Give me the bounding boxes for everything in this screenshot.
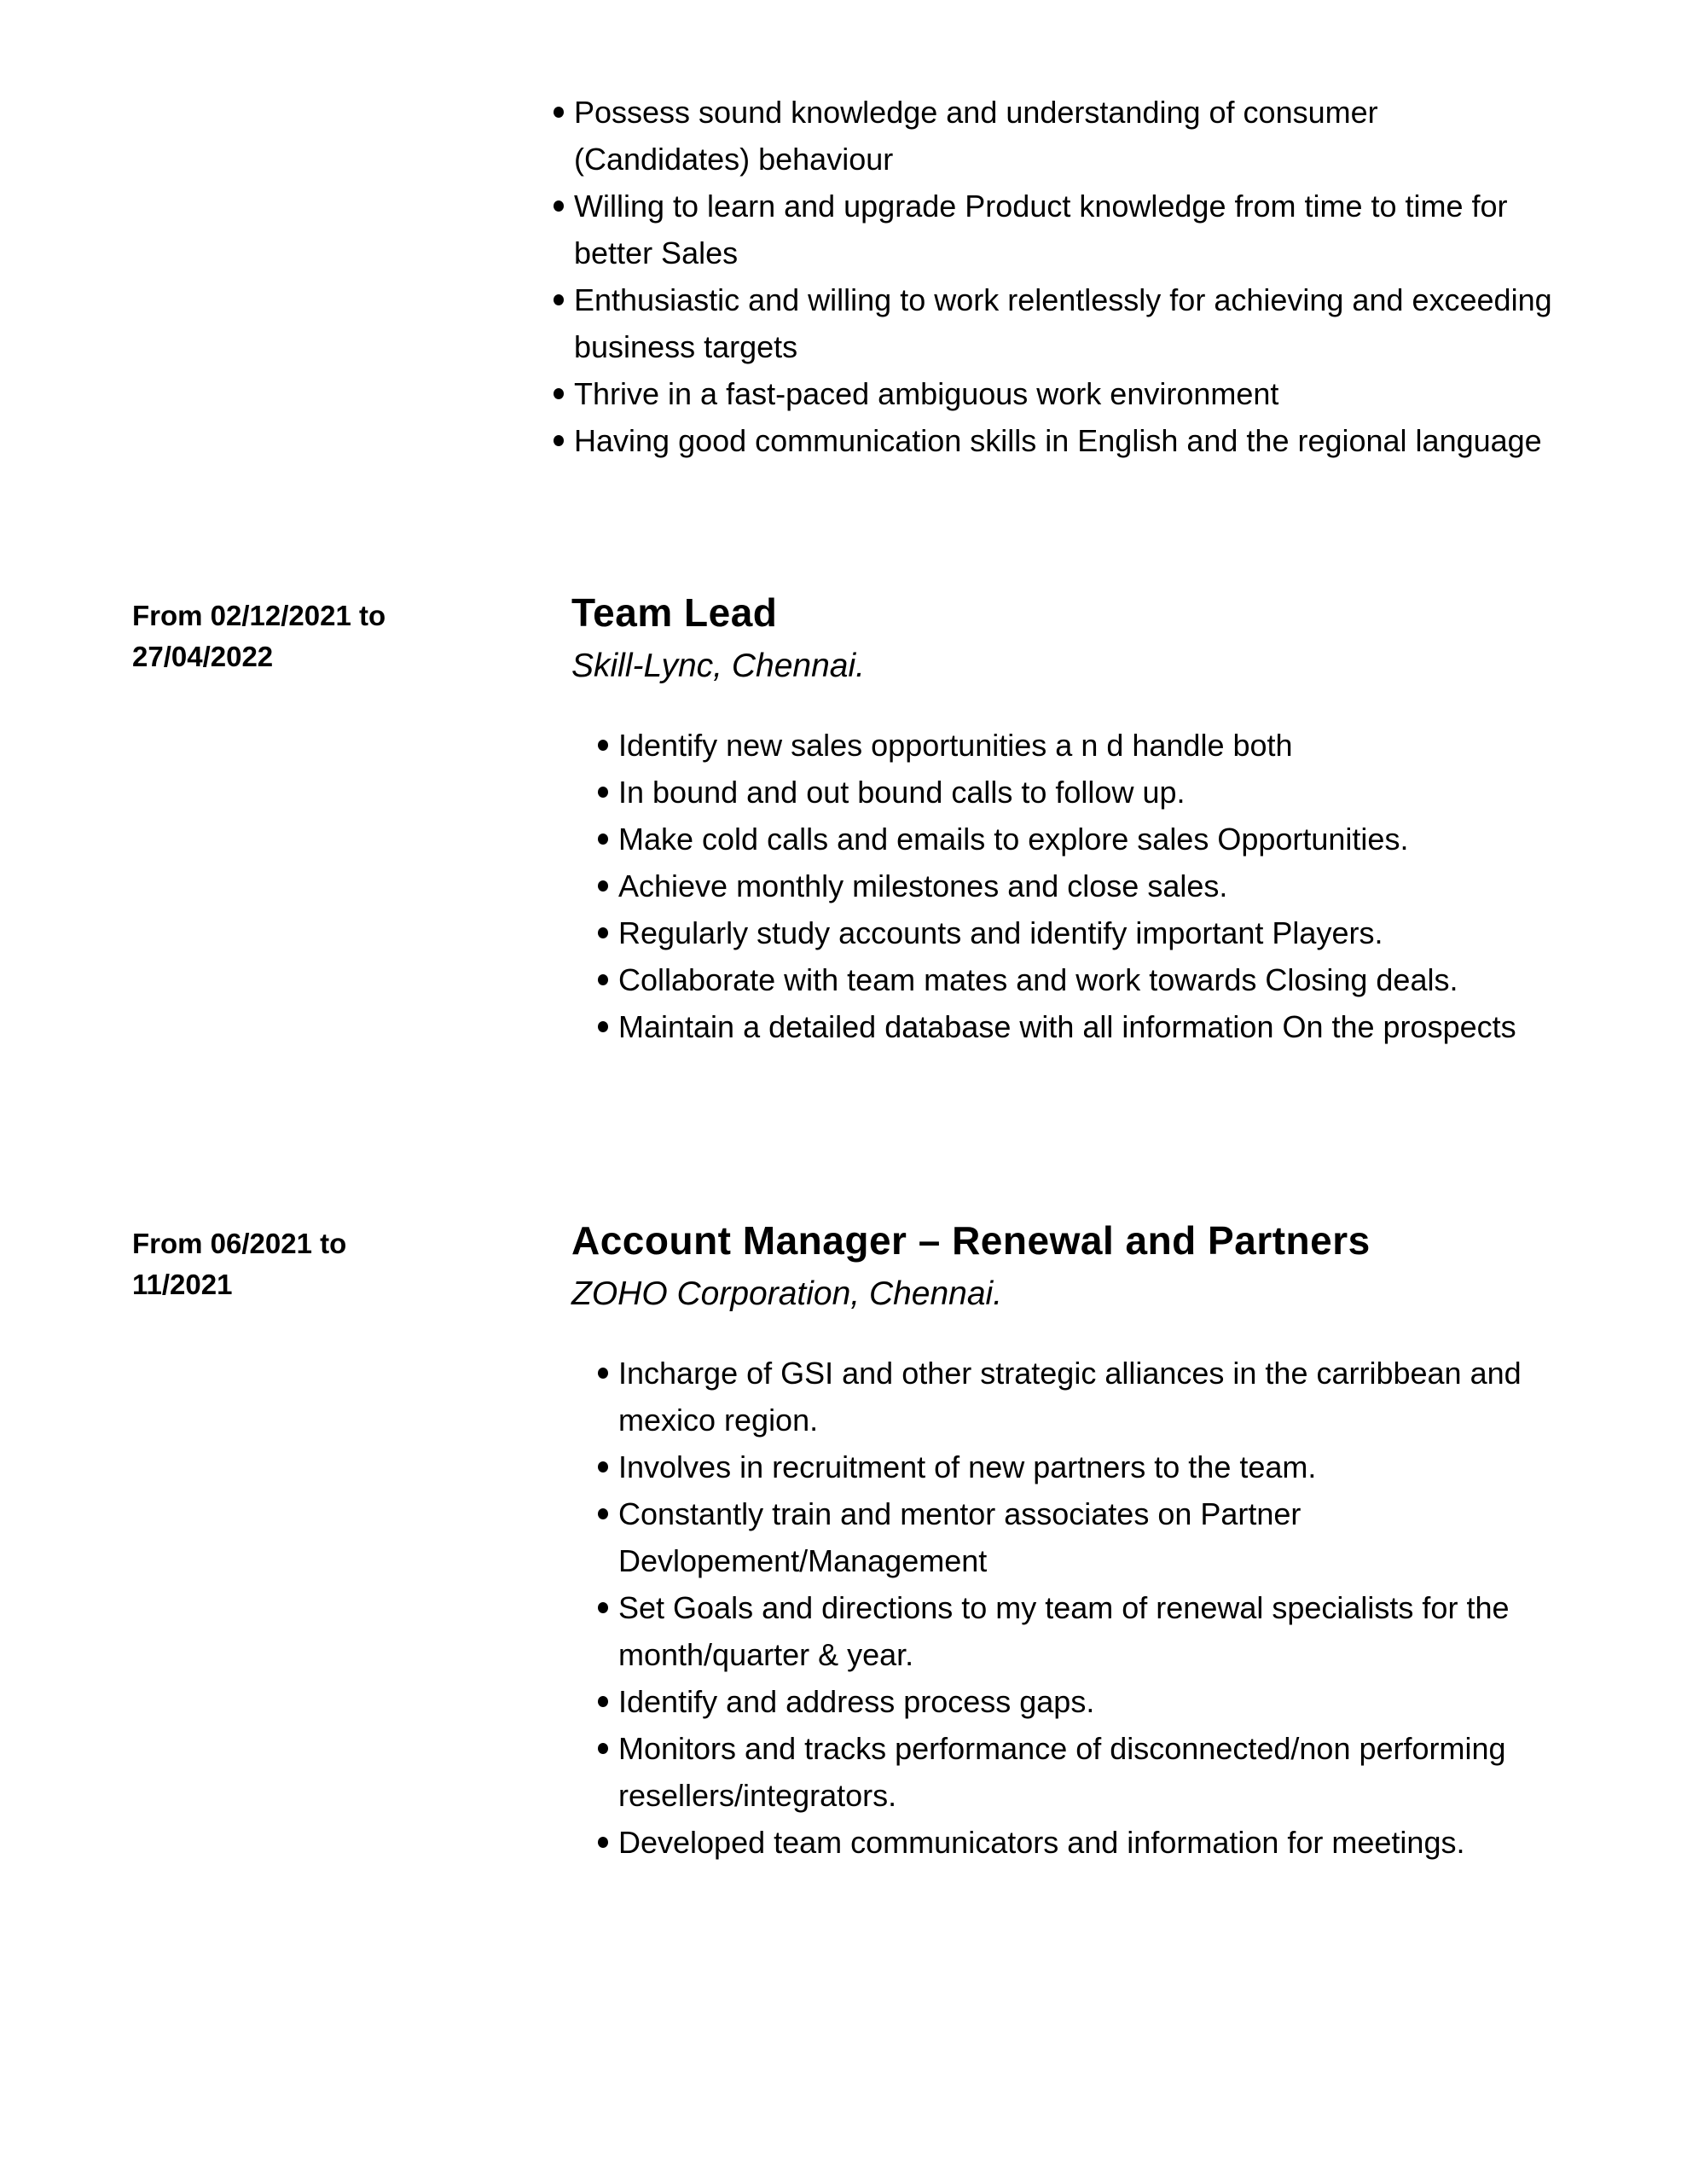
bullet-text: Willing to learn and upgrade Product knowledge from time to time for better Sales (574, 189, 1508, 270)
bullet-text: Involves in recruitment of new partners to the team. (618, 1449, 1317, 1484)
job-main-column (571, 587, 1561, 1050)
bullet-text: Possess sound knowledge and understanding of consumer (Candidates) behaviour (574, 95, 1378, 177)
bullet-text: Enthusiastic and willing to work relentlessly for achieving and exceeding business targets (574, 282, 1552, 364)
job-organization: Skill-Lync, Chennai. (571, 648, 865, 684)
bullet-text: Maintain a detailed database with all information On the prospects (618, 1009, 1516, 1044)
bullet-item (598, 956, 1574, 1003)
bullet-text: Constantly train and mentor associates on Partner Devlopement/Management (618, 1496, 1301, 1578)
job-main-column (571, 1215, 1561, 1866)
bullet-text: Set Goals and directions to my team of renewal specialists for the month/quarter & year. (618, 1590, 1510, 1672)
bullet-item (554, 417, 1555, 464)
bullet-item (554, 276, 1555, 370)
skills-bullet-list (554, 89, 1555, 464)
bullet-text: Make cold calls and emails to explore sales Opportunities. (618, 822, 1409, 857)
bullet-item (598, 1443, 1574, 1490)
bullet-item (598, 1678, 1574, 1725)
job-title: Team Lead (571, 590, 778, 635)
bullet-text: Achieve monthly milestones and close sales. (618, 868, 1228, 903)
bullet-text: Thrive in a fast-paced ambiguous work environment (574, 376, 1279, 411)
job-bullet-list (598, 722, 1574, 1050)
bullet-item (598, 1725, 1574, 1819)
bullet-text: Regularly study accounts and identify important Players. (618, 915, 1383, 950)
bullet-text: Incharge of GSI and other strategic alliances in the carribbean and mexico region. (618, 1356, 1522, 1438)
job-title: Account Manager – Renewal and Partners (571, 1218, 1371, 1263)
bullet-text: Collaborate with team mates and work towards Closing deals. (618, 962, 1458, 997)
bullet-item (598, 1490, 1574, 1584)
bullet-text: In bound and out bound calls to follow up. (618, 775, 1186, 810)
bullet-item (598, 1350, 1574, 1443)
job-section (0, 1215, 1687, 1866)
bullet-item (598, 1584, 1574, 1678)
job-organization: ZOHO Corporation, Chennai. (571, 1275, 1003, 1312)
bullet-text: Identify new sales opportunities a n d handle both (618, 728, 1293, 763)
bullet-item (554, 370, 1555, 417)
bullet-item (554, 89, 1555, 183)
bullet-text: Having good communication skills in English and the regional language (574, 423, 1542, 458)
job-section (0, 587, 1687, 1050)
bullet-item (598, 1003, 1574, 1050)
job-date-range: From 06/2021 to 11/2021 (132, 1228, 347, 1300)
bullet-item (598, 909, 1574, 956)
bullet-item (598, 722, 1574, 769)
bullet-item (554, 183, 1555, 276)
bullet-item (598, 863, 1574, 909)
bullet-text: Developed team communicators and information for meetings. (618, 1825, 1465, 1860)
job-date-range: From 02/12/2021 to 27/04/2022 (132, 600, 386, 672)
job-bullet-list (598, 1350, 1574, 1866)
bullet-item (598, 1819, 1574, 1866)
bullet-item (598, 816, 1574, 863)
bullet-text: Monitors and tracks performance of disconnected/non performing resellers/integrators. (618, 1731, 1506, 1813)
bullet-text: Identify and address process gaps. (618, 1684, 1095, 1719)
bullet-item (598, 769, 1574, 816)
